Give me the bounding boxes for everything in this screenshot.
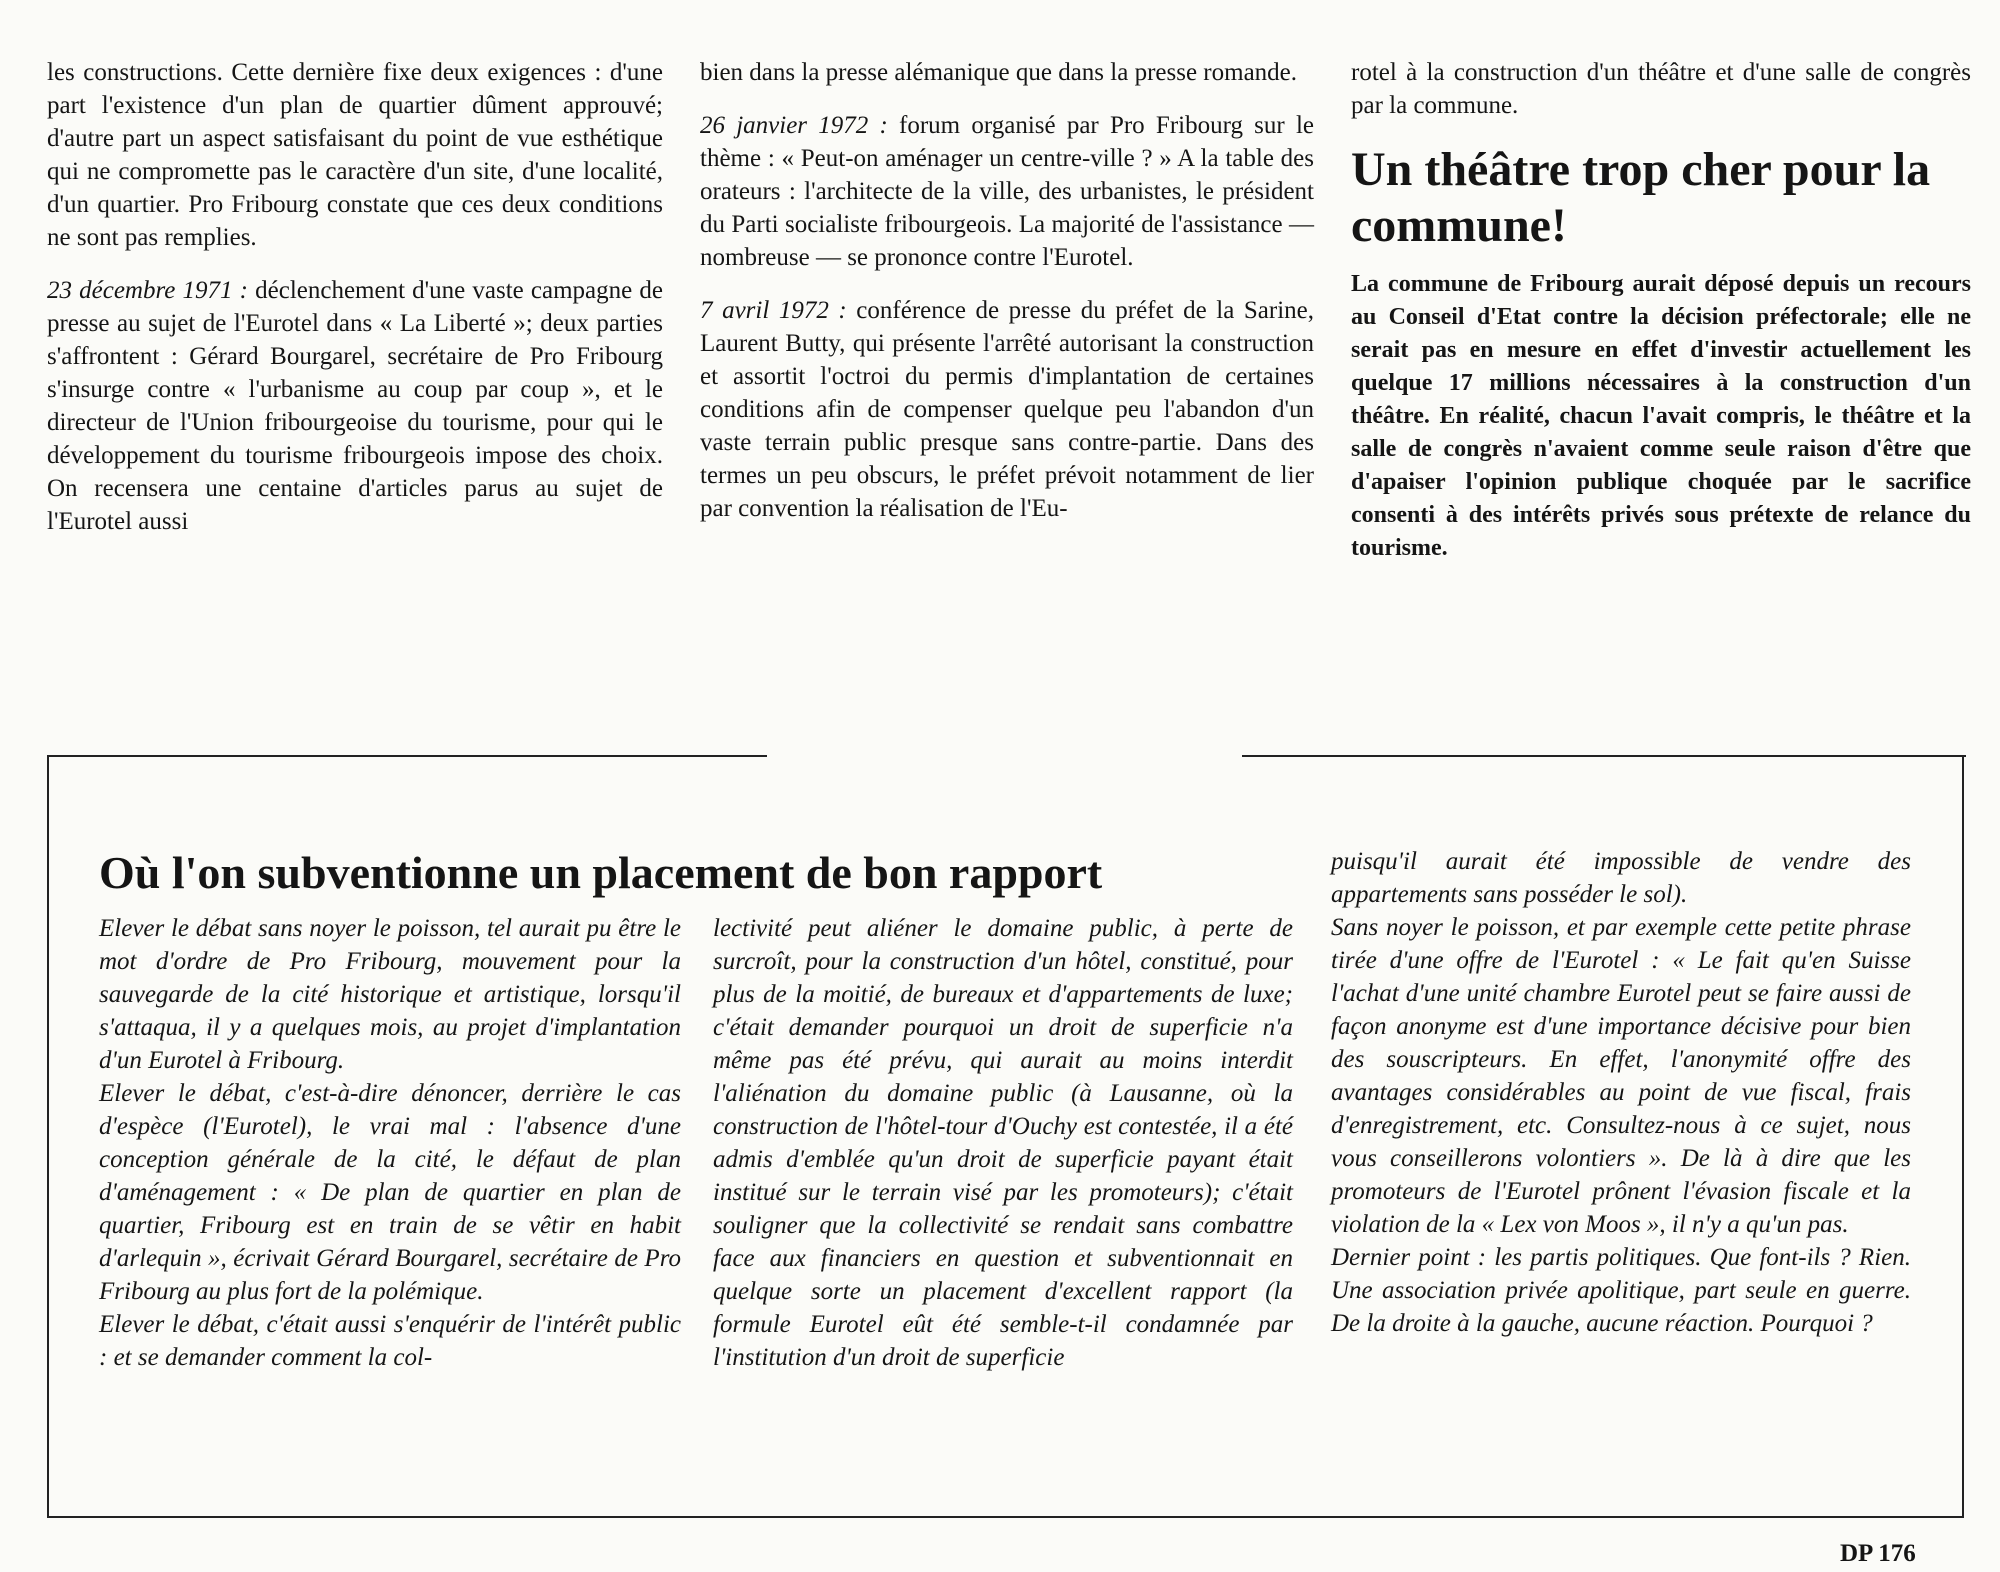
box-top-border-right: [1242, 755, 1966, 757]
bold-paragraph: La commune de Fribourg aurait déposé depuis un recours au Conseil d'Etat contre la décision préfectorale; elle ne serait pas en mesure en effet d'investir actuellement les quelque 17 millions nécessaires à la construction d'un théâtre. En réalité, chacun l'avait compris, le théâtre et la salle de congrès n'avaient comme seule raison d'être que d'apaiser l'opinion publique choquée par le sacrifice consenti à des intérêts privés sous prétexte de relance du tourisme.: [1351, 271, 1971, 561]
box-title: Où l'on subventionne un placement de bon rapport: [99, 847, 1103, 898]
paragraph: [47, 274, 663, 538]
section-heading: Un théâtre trop cher pour la commune!: [1351, 143, 1931, 252]
paragraph-text: déclenchement d'une vaste campagne de presse au sujet de l'Eurotel dans « La Liberté »; deux parties s'affrontent : Gérard Bourgarel, secrétaire de Pro Fribourg s'insurge contre « l'urbanisme au coup par coup », et le directeur de l'Union fribourgeoise du tourisme, pour qui le développement du tourisme fribourgeois impose des choix. On recensera une centaine d'articles parus au sujet de l'Eurotel aussi: [47, 277, 663, 535]
page-number: DP 176: [1840, 1540, 1916, 1567]
column-3: [1351, 56, 1971, 565]
paragraph: Elever le débat sans noyer le poisson, tel aurait pu être le mot d'ordre de Pro Fribourg, mouvement pour la sauvegarde de la cité historique et artistique, lorsqu'il s'attaqua, il y a quelques mois, au projet d'implantation d'un Eurotel à Fribourg.: [99, 915, 681, 1074]
paragraph-text: forum organisé par Pro Fribourg sur le thème : « Peut-on aménager un centre-ville ? » A la table des orateurs : l'architecte de la ville, des urbanistes, le président du Parti socialiste fribourgeois. La majorité de l'assistance — nombreuse — se prononce contre l'Eurotel.: [700, 112, 1314, 271]
boxed-article: [47, 755, 1964, 1518]
paragraph: puisqu'il aurait été impossible de vendre des appartements sans posséder le sol).: [1331, 848, 1911, 908]
paragraph: [700, 109, 1314, 274]
column-1: [47, 56, 663, 538]
paragraph: Dernier point : les partis politiques. Que font-ils ? Rien. Une association privée apolitique, part seule en guerre. De la droite à la gauche, aucune réaction. Pourquoi ?: [1331, 1244, 1911, 1337]
box-column-2: [713, 912, 1293, 1374]
date-label: 26 janvier 1972 :: [700, 112, 888, 139]
paragraph: [700, 294, 1314, 525]
date-label: 23 décembre 1971 :: [47, 277, 248, 304]
paragraph: rotel à la construction d'un théâtre et d'une salle de congrès par la commune.: [1351, 59, 1971, 119]
box-column-1: [99, 912, 681, 1374]
paragraph: Elever le débat, c'est-à-dire dénoncer, derrière le cas d'espèce (l'Eurotel), le vrai mal : l'absence d'une conception générale de la cité, le défaut de plan d'aménagement : « De plan de quartier en plan de quartier, Fribourg est en train de se vêtir en habit d'arlequin », écrivait Gérard Bourgarel, secrétaire de Pro Fribourg au plus fort de la polémique.: [99, 1080, 681, 1305]
date-label: 7 avril 1972 :: [700, 297, 847, 324]
box-column-3: [1331, 845, 1911, 1340]
paragraph: lectivité peut aliéner le domaine public, à perte de surcroît, pour la construction d'un hôtel, constitué, pour plus de la moitié, de bureaux et d'appartements de luxe; c'était demander pourquoi un droit de superficie n'a même pas été prévu, qui aurait au moins interdit l'aliénation du domaine public (à Lausanne, où la construction de l'hôtel-tour d'Ouchy est contestée, il a été admis d'emblée qu'un droit de superficie payant était institué sur le terrain visé par les promoteurs); c'était souligner que la collectivité se rendait sans combattre face aux financiers en question et subventionnait en quelque sorte un placement d'excellent rapport (la formule Eurotel eût été semble-t-il condamnée par l'institution d'un droit de superficie: [713, 915, 1293, 1371]
paragraph: bien dans la presse alémanique que dans la presse romande.: [700, 59, 1298, 86]
paragraph-text: conférence de presse du préfet de la Sarine, Laurent Butty, qui présente l'arrêté autorisant la construction et assortit l'octroi du permis d'implantation de certaines conditions afin de compenser quelque peu l'abandon d'un vaste terrain public presque sans contre-partie. Dans des termes un peu obscurs, le préfet prévoit notamment de lier par convention la réalisation de l'Eu-: [700, 297, 1314, 522]
column-2: [700, 56, 1314, 525]
paragraph: Sans noyer le poisson, et par exemple cette petite phrase tirée d'une offre de l'Eurotel : « Le fait qu'en Suisse l'achat d'une unité chambre Eurotel peut se faire aussi de façon anonyme est d'une importance décisive pour bien des souscripteurs. En effet, l'anonymité offre des avantages considérables au point de vue fiscal, frais d'enregistrement, etc. Consultez-nous à ce sujet, nous vous conseillerons volontiers ». De là à dire que les promoteurs de l'Eurotel prônent l'évasion fiscale et la violation de la « Lex von Moos », il n'y a qu'un pas.: [1331, 914, 1911, 1238]
paragraph: les constructions. Cette dernière fixe deux exigences : d'une part l'existence d'un plan de quartier dûment approuvé; d'autre part un aspect satisfaisant du point de vue esthétique qui ne compromette pas le caractère d'un site, d'une localité, d'un quartier. Pro Fribourg constate que ces deux conditions ne sont pas remplies.: [47, 59, 663, 251]
box-top-border-left: [49, 755, 767, 757]
paragraph: Elever le débat, c'était aussi s'enquérir de l'intérêt public : et se demander comment la col-: [99, 1311, 681, 1371]
